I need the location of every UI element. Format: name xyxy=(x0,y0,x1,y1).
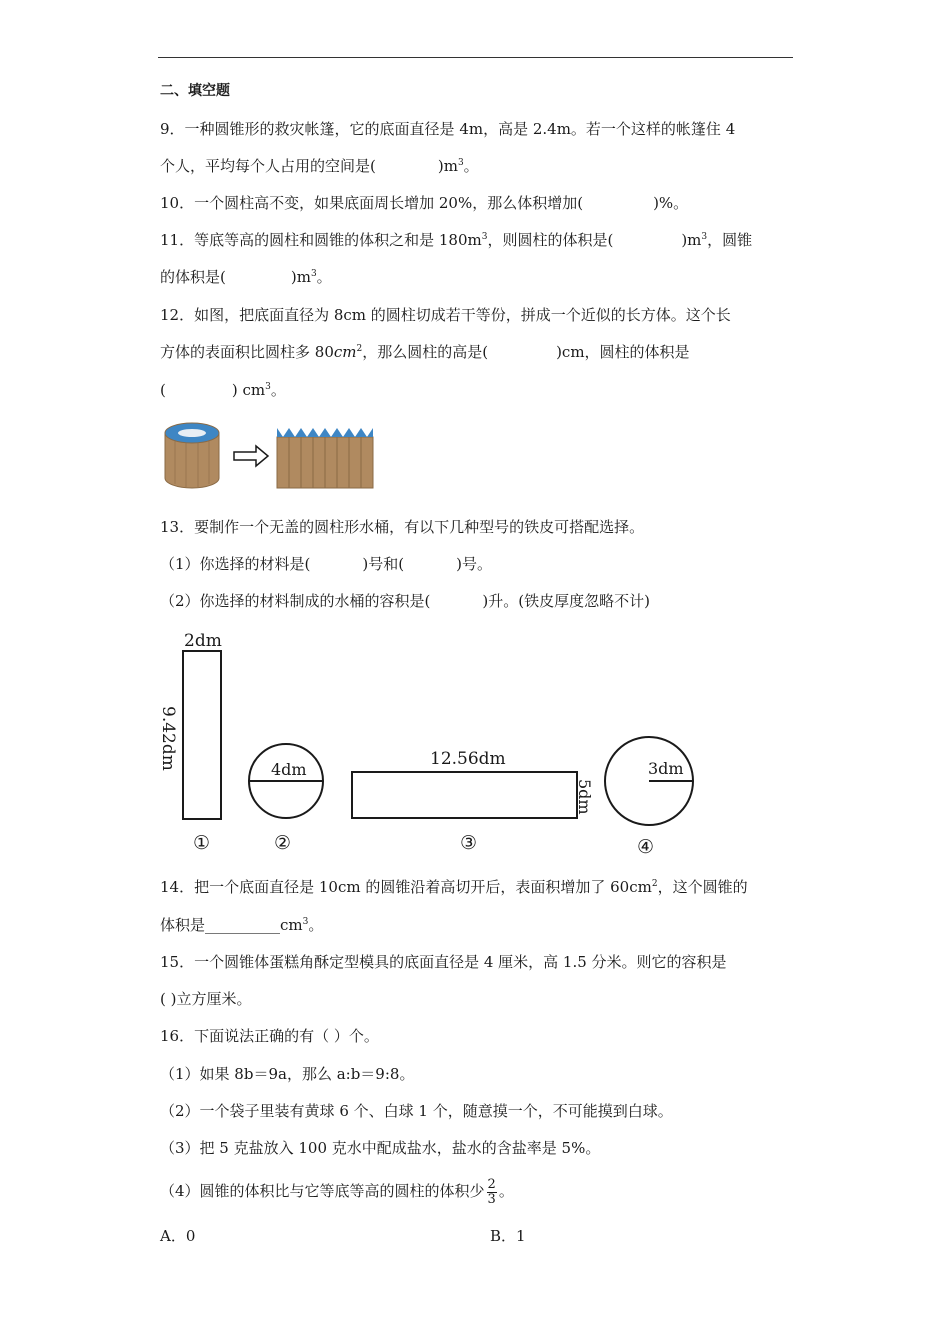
q16-1-line: （1）如果 8b＝9a，那么 a:b＝9:8。 xyxy=(160,1065,415,1083)
q12-sup: 2 xyxy=(356,344,363,354)
q12-end: 。 xyxy=(270,381,286,399)
num-4: ④ xyxy=(637,836,655,858)
option-a[interactable]: A．0 xyxy=(160,1227,196,1245)
q10-text: 10．一个圆柱高不变，如果底面周长增加 20%，那么体积增加( xyxy=(160,194,584,212)
q12-post: )cm，圆柱的体积是 xyxy=(556,343,690,361)
label-4dm: 4dm xyxy=(271,760,307,779)
q14-text: 14．把一个底面直径是 10cm 的圆锥沿着高切开后，表面积增加了 60cm xyxy=(160,878,652,896)
q12-unit: cm xyxy=(333,343,357,361)
option-b[interactable]: B．1 xyxy=(490,1227,526,1245)
q11-sup-b: 3 xyxy=(701,232,708,242)
q16-line: 16．下面说法正确的有（ ）个。 xyxy=(160,1027,379,1045)
q11-end1: ，圆锥 xyxy=(707,231,753,249)
num-1: ① xyxy=(193,832,211,854)
label-1256dm: 12.56dm xyxy=(430,749,506,769)
q14-end: ，这个圆锥的 xyxy=(657,878,748,896)
q9-text: 个人，平均每个人占用的空间是( xyxy=(160,157,376,175)
q13-1-text: （1）你选择的材料是( xyxy=(160,555,311,573)
section-title: 二、填空题 xyxy=(160,83,230,99)
q14-line2 xyxy=(160,915,323,935)
q13-2-text: （2）你选择的材料制成的水桶的容积是( xyxy=(160,592,431,610)
q14-end2: 。 xyxy=(308,916,324,934)
q13-1-mid: )号和( xyxy=(362,555,405,573)
q12-open: ( xyxy=(160,381,166,399)
fraction-two-thirds xyxy=(487,1178,497,1207)
q10-end: )%。 xyxy=(653,194,689,212)
q9-line1: 9．一种圆锥形的救灾帐篷，它的底面直径是 4m，高是 2.4m。若一个这样的帐篷住 4 xyxy=(160,120,736,138)
label-5dm: 5dm xyxy=(575,779,594,815)
q11-text: 11．等底等高的圆柱和圆锥的体积之和是 180m xyxy=(160,231,482,249)
q14-sup: 2 xyxy=(651,879,658,889)
label-3dm: 3dm xyxy=(648,759,684,778)
q15-line2: ( )立方厘米。 xyxy=(160,990,252,1008)
q15-line1: 15．一个圆锥体蛋糕角酥定型模具的底面直径是 4 厘米，高 1.5 分米。则它的容积是 xyxy=(160,953,727,971)
q12-sup2: 3 xyxy=(265,382,271,392)
q13-line: 13．要制作一个无盖的圆柱形水桶，有以下几种型号的铁皮可搭配选择。 xyxy=(160,518,645,536)
q12-text: 方体的表面积比圆柱多 80 xyxy=(160,343,334,361)
q16-4-text: （4）圆锥的体积比与它等底等高的圆柱的体积少 xyxy=(160,1182,485,1200)
q12-mid: ，那么圆柱的高是( xyxy=(362,343,489,361)
q11-sup-c: 3 xyxy=(310,269,317,279)
q16-4-end: 。 xyxy=(498,1182,514,1200)
q13-2-end: )升。(铁皮厚度忽略不计) xyxy=(482,592,650,610)
q9-end: 。 xyxy=(463,157,479,175)
q11-unit1: )m xyxy=(681,231,702,249)
shape1-rect xyxy=(183,651,221,819)
q14-line1 xyxy=(160,877,748,897)
q9-sup: 3 xyxy=(457,158,464,168)
q16-3-line: （3）把 5 克盐放入 100 克水中配成盐水，盐水的含盐率是 5%。 xyxy=(160,1139,601,1157)
q16-2-line: （2）一个袋子里装有黄球 6 个、白球 1 个，随意摸一个，不可能摸到白球。 xyxy=(160,1102,673,1120)
q11-mid: ，则圆柱的体积是( xyxy=(487,231,614,249)
q16-4-line xyxy=(160,1175,514,1207)
q11-end2: 。 xyxy=(316,268,332,286)
label-2dm: 2dm xyxy=(184,631,222,651)
q12-line1: 12．如图，把底面直径为 8cm 的圆柱切成若干等份，拼成一个近似的长方体。这个长 xyxy=(160,306,731,324)
q14-text2: 体积是__________cm xyxy=(160,916,303,934)
q11-sup-a: 3 xyxy=(481,232,488,242)
q11-text2: 的体积是( xyxy=(160,268,226,286)
frac-numerator: 2 xyxy=(487,1176,496,1192)
q13-1-end: )号。 xyxy=(456,555,492,573)
q12-unit2: ) cm xyxy=(231,381,266,399)
q14-sup2: 3 xyxy=(302,917,309,927)
num-3: ③ xyxy=(460,832,478,854)
num-2: ② xyxy=(274,832,292,854)
q9-unit: )m xyxy=(437,157,458,175)
q11-unit2: )m xyxy=(290,268,311,286)
frac-denominator: 3 xyxy=(487,1191,496,1207)
label-942dm: 9.42dm xyxy=(158,706,178,771)
shape3-rect xyxy=(352,772,577,818)
